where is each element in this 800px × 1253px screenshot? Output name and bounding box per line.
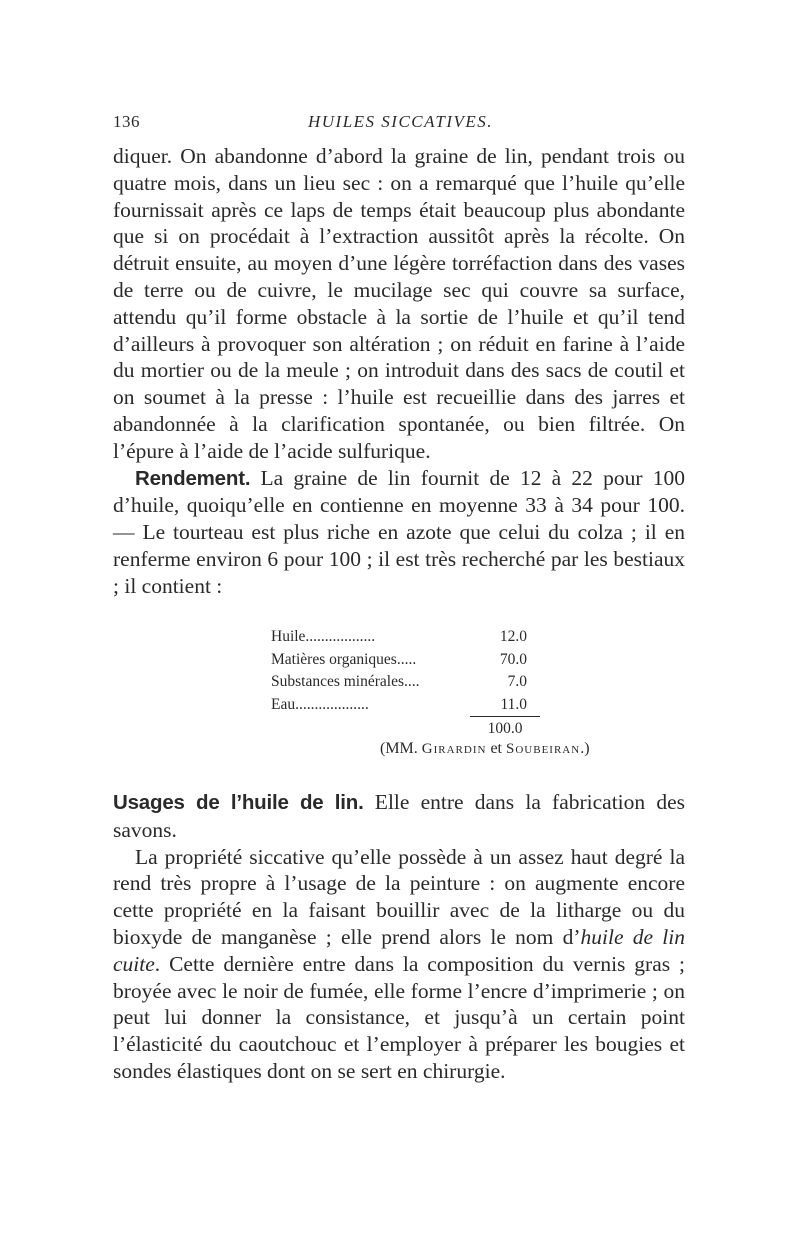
main-text — [113, 143, 685, 600]
component-label: Matières organiques..... — [271, 650, 417, 668]
running-title: HUILES SICCATIVES. — [307, 112, 494, 131]
author-soubeiran: Soubeiran — [506, 741, 581, 757]
main-text-usages — [113, 789, 685, 1085]
component-value: 11.0 — [500, 695, 527, 713]
composition-total: 100.0 — [487, 720, 523, 737]
section-heading-rendement: Rendement. — [135, 466, 251, 490]
siccative-text-end: . Cette dernière entre dans la composition du vernis gras ; broyée avec le noir de fumée, elle forme l’encre d’imprimerie ; on peut lui donner la consistance, et jusqu’à un certain point l’élasticité du caoutchouc et l’employer à préparer les bougies et sondes élastiques dont on se sert en chirurgie. — [113, 951, 685, 1083]
table-row — [271, 649, 541, 672]
component-label: Eau................... — [271, 695, 369, 713]
paragraph-siccative — [113, 844, 685, 1085]
component-value: 12.0 — [499, 628, 527, 645]
total-rule — [470, 716, 540, 717]
usages-text: Elle entre dans la fabrication des savons. — [113, 790, 685, 842]
component-label: Substances minérales.... — [271, 673, 420, 691]
table-row — [271, 671, 541, 694]
page-number: 136 — [113, 112, 140, 131]
table-row — [271, 626, 541, 649]
paragraph-extraction: diquer. On abandonne d’abord la graine de lin, pendant trois ou quatre mois, dans un lieu sec : on a remarqué que l’huile qu’elle fournissait après ce laps de temps était beaucoup plus abondante que si on procédait à l’extraction aussitôt après la récolte. On détruit ensuite, au moyen d’une légère torréfaction dans des vases de terre ou de cuivre, le mucilage sec qui couvre sa surface, attendu qu’il forme obstacle à la sortie de l’huile et qu’il tend d’ailleurs à provoquer son altération ; on réduit en farine à l’aide du mortier ou de la meule ; on introduit dans des sacs de coutil et on soumet à la presse : l’huile est recueillie dans des jarres et abandonnée à la clarification spontanée, ou bien filtrée. On l’épure à l’aide de l’acide sulfurique. — [113, 144, 685, 463]
section-heading-usages: Usages de l’huile de lin. — [113, 791, 364, 814]
component-value: 7.0 — [507, 673, 527, 691]
rendement-text: La graine de lin fournit de 12 à 22 pour 100 d’huile, quoiqu’elle en contienne en moyenne 33 à 34 pour 100. — Le tourteau est plus riche en azote que celui du colza ; il en renferme environ 6 pour 100 ; il est très recherché par les bestiaux ; il contient : — [113, 465, 685, 598]
paragraph-rendement — [113, 465, 685, 600]
attribution-prefix: (MM. — [380, 740, 422, 757]
composition-table — [271, 626, 541, 716]
table-row — [271, 694, 541, 717]
attribution-conjunction: et — [486, 740, 506, 757]
siccative-text-start: La propriété siccative qu’elle possède à un assez haut degré la rend très propre à l’usage de la peinture : on augmente encore cette propriété en la faisant bouillir avec de la litharge ou du bioxyde de manganèse ; elle prend alors le nom d’ — [113, 844, 685, 949]
component-label: Huile.................. — [271, 628, 376, 645]
italic-term: huile de lin cuite — [113, 924, 685, 976]
author-girardin: Girardin — [421, 741, 487, 757]
component-value: 70.0 — [499, 650, 527, 668]
attribution-suffix: .) — [580, 740, 590, 757]
attribution — [380, 740, 680, 758]
paragraph-usages — [113, 789, 685, 844]
